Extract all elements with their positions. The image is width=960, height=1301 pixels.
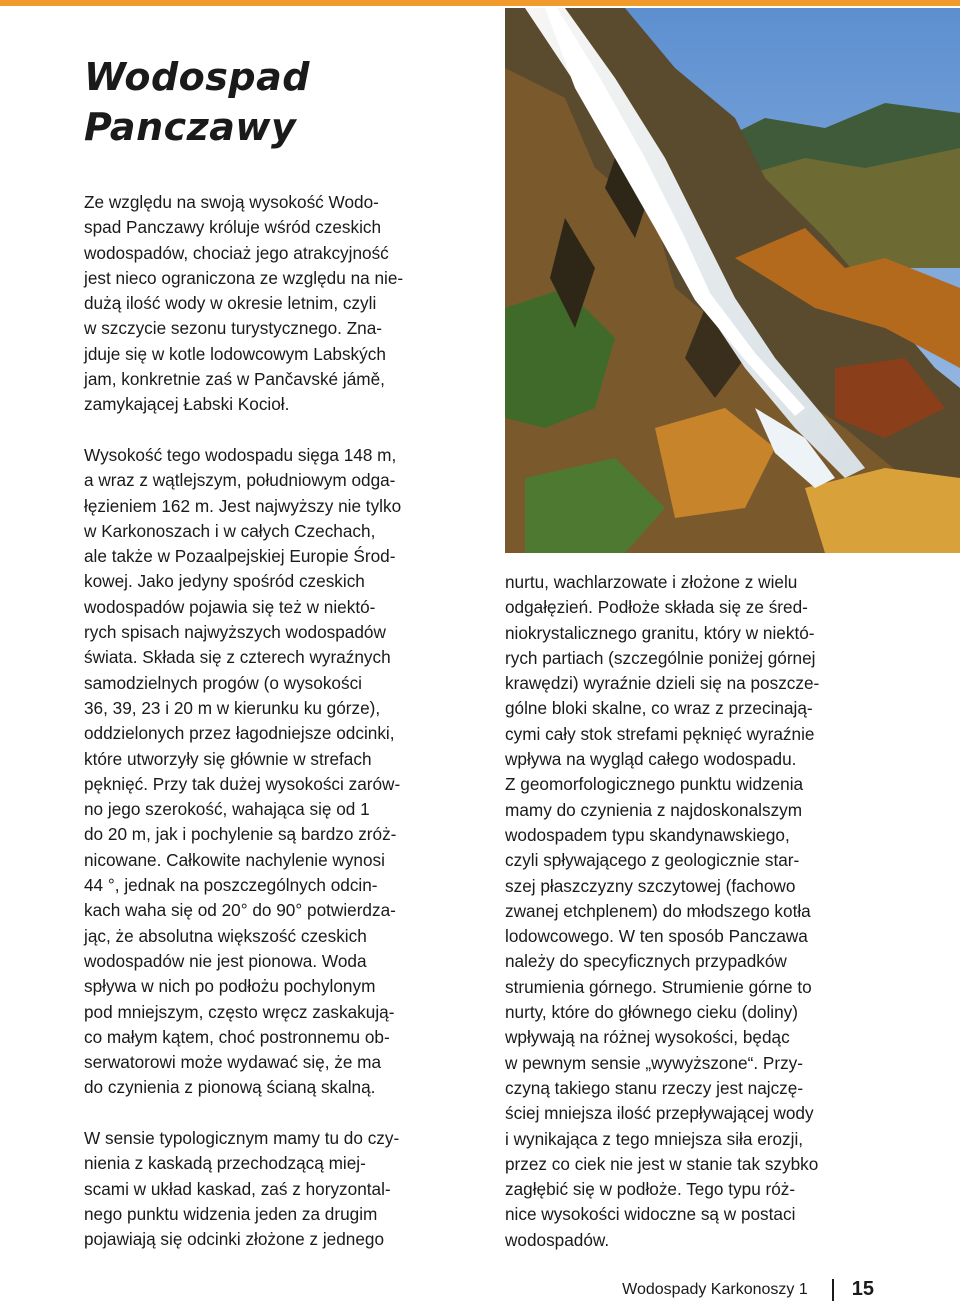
text-line: nego punktu widzenia jeden za drugim bbox=[84, 1203, 378, 1224]
text-line: zamykającej Łabski Kocioł. bbox=[84, 394, 290, 415]
text-line: a wraz z wątlejszym, południowym odga- bbox=[84, 470, 396, 491]
text-line: co małym kątem, choć postronnemu ob- bbox=[84, 1026, 390, 1047]
text-line: kach waha się od 20° do 90° potwierdza- bbox=[84, 900, 396, 921]
text-line: samodzielnych progów (o wysokości bbox=[84, 672, 362, 693]
text-line: nicowane. Całkowite nachylenie wynosi bbox=[84, 849, 385, 870]
text-line: lodowcowego. W ten sposób Panczawa bbox=[505, 926, 808, 947]
text-line: w Karkonoszach i w całych Czechach, bbox=[84, 520, 376, 541]
text-line: szej płaszczyzny szczytowej (fachowo bbox=[505, 875, 796, 896]
text-line: nurty, które do głównego cieku (doliny) bbox=[505, 1002, 798, 1023]
text-line: odgałęzień. Podłoże składa się ze śred- bbox=[505, 597, 808, 618]
text-line: scami w układ kaskad, zaś z horyzontal- bbox=[84, 1178, 391, 1199]
text-line: W sensie typologicznym mamy tu do czy- bbox=[84, 1127, 400, 1148]
paragraph-gap bbox=[84, 418, 464, 443]
text-line: dużą ilość wody w okresie letnim, czyli bbox=[84, 293, 377, 314]
text-line: do czynienia z pionową ścianą skalną. bbox=[84, 1077, 376, 1098]
text-line: które utworzyły się głównie w strefach bbox=[84, 748, 372, 769]
text-line: wodospadem typu skandynawskiego, bbox=[505, 824, 790, 845]
text-line: krawędzi) wyraźnie dzieli się na poszcze- bbox=[505, 673, 820, 694]
text-line: Wysokość tego wodospadu sięga 148 m, bbox=[84, 444, 397, 465]
text-line: pęknięć. Przy tak dużej wysokości zarów- bbox=[84, 773, 401, 794]
page-footer bbox=[622, 1278, 874, 1301]
text-line: oddzielonych przez łagodniejsze odcinki, bbox=[84, 723, 395, 744]
text-line: niokrystalicznego granitu, który w niektó- bbox=[505, 622, 815, 643]
text-line: należy do specyficznych przypadków bbox=[505, 951, 787, 972]
text-line: łęzieniem 162 m. Jest najwyższy nie tylko bbox=[84, 495, 402, 516]
paragraph-intro bbox=[84, 190, 464, 418]
text-line: przez co ciek nie jest w stanie tak szybko bbox=[505, 1153, 819, 1174]
text-line: serwatorowi może wydawać się, że ma bbox=[84, 1052, 382, 1073]
text-line: 36, 39, 23 i 20 m w kierunku ku górze), bbox=[84, 697, 381, 718]
text-line: ale także w Pozaalpejskiej Europie Środ- bbox=[84, 546, 396, 567]
text-line: spływa w nich po podłożu pochylonym bbox=[84, 976, 376, 997]
top-accent-rule bbox=[0, 0, 960, 6]
paragraph-geology bbox=[505, 570, 885, 1253]
text-line: świata. Składa się z czterech wyraźnych bbox=[84, 647, 391, 668]
text-line: nurtu, wachlarzowate i złożone z wielu bbox=[505, 572, 798, 592]
text-line: jąc, że absolutna większość czeskich bbox=[84, 925, 367, 946]
footer-divider bbox=[832, 1279, 834, 1301]
text-line: wpływa na wygląd całego wodospadu. bbox=[505, 749, 797, 770]
text-line: czyli spływającego z geologicznie star- bbox=[505, 850, 800, 871]
text-line: czyną takiego stanu rzeczy jest najczę- bbox=[505, 1077, 804, 1098]
text-line: wodospadów. bbox=[505, 1229, 610, 1250]
text-line: wpływają na różnej wysokości, będąc bbox=[505, 1027, 790, 1048]
text-line: ściej mniejsza ilość przepływającej wody bbox=[505, 1103, 814, 1124]
text-line: jest nieco ograniczona ze względu na nie- bbox=[84, 267, 404, 288]
page-title bbox=[84, 52, 310, 152]
text-line: kowej. Jako jedyny spośród czeskich bbox=[84, 571, 365, 592]
text-line: nice wysokości widoczne są w postaci bbox=[505, 1204, 796, 1225]
text-line: jam, konkretnie zaś w Pančavské jámě, bbox=[84, 369, 385, 390]
text-line: i wynikająca z tego mniejsza siła erozji, bbox=[505, 1128, 804, 1149]
title-line-1: Wodospad bbox=[84, 55, 310, 99]
page-number: 15 bbox=[851, 1278, 874, 1300]
text-line: do 20 m, jak i pochylenie są bardzo zróż- bbox=[84, 824, 397, 845]
text-line: pojawiają się odcinki złożone z jednego bbox=[84, 1229, 385, 1250]
text-line: wodospadów pojawia się też w niektó- bbox=[84, 596, 376, 617]
text-line: w szczycie sezonu turystycznego. Zna- bbox=[84, 318, 383, 339]
text-line: nienia z kaskadą przechodzącą miej- bbox=[84, 1153, 366, 1174]
title-line-2: Panczawy bbox=[84, 105, 297, 149]
text-line: wodospadów, chociaż jego atrakcyjność bbox=[84, 242, 389, 263]
text-line: strumienia górnego. Strumienie górne to bbox=[505, 976, 812, 997]
text-line: Ze względu na swoją wysokość Wodo- bbox=[84, 192, 379, 212]
paragraph-typology bbox=[84, 1126, 464, 1252]
text-line: 44 °, jednak na poszczególnych odcin- bbox=[84, 875, 378, 896]
left-text-column bbox=[84, 190, 464, 1252]
text-line: no jego szerokość, wahająca się od 1 bbox=[84, 799, 370, 820]
waterfall-photo bbox=[505, 8, 960, 553]
text-line: pod mniejszym, często wręcz zaskakują- bbox=[84, 1001, 395, 1022]
text-line: mamy do czynienia z najdoskonalszym bbox=[505, 799, 803, 820]
text-line: w pewnym sensie „wywyższone“. Przy- bbox=[505, 1052, 803, 1073]
text-line: zwanej etchplenem) do młodszego kotła bbox=[505, 900, 811, 921]
text-line: rych spisach najwyższych wodospadów bbox=[84, 622, 386, 643]
paragraph-height bbox=[84, 443, 464, 1101]
publication-title: Wodospady Karkonoszy 1 bbox=[622, 1280, 808, 1298]
text-line: wodospadów nie jest pionowa. Woda bbox=[84, 950, 367, 971]
text-line: cymi cały stok strefami pęknięć wyraźnie bbox=[505, 723, 815, 744]
text-line: gólne bloki skalne, co wraz z przecinają- bbox=[505, 698, 813, 719]
text-line: jduje się w kotle lodowcowym Labských bbox=[84, 343, 386, 364]
text-line: spad Panczawy króluje wśród czeskich bbox=[84, 217, 382, 238]
text-line: zagłębić się w podłoże. Tego typu róż- bbox=[505, 1179, 796, 1200]
right-text-column bbox=[505, 570, 885, 1253]
text-line: rych partiach (szczególnie poniżej górnej bbox=[505, 647, 816, 668]
paragraph-gap bbox=[84, 1101, 464, 1126]
text-line: Z geomorfologicznego punktu widzenia bbox=[505, 774, 804, 795]
